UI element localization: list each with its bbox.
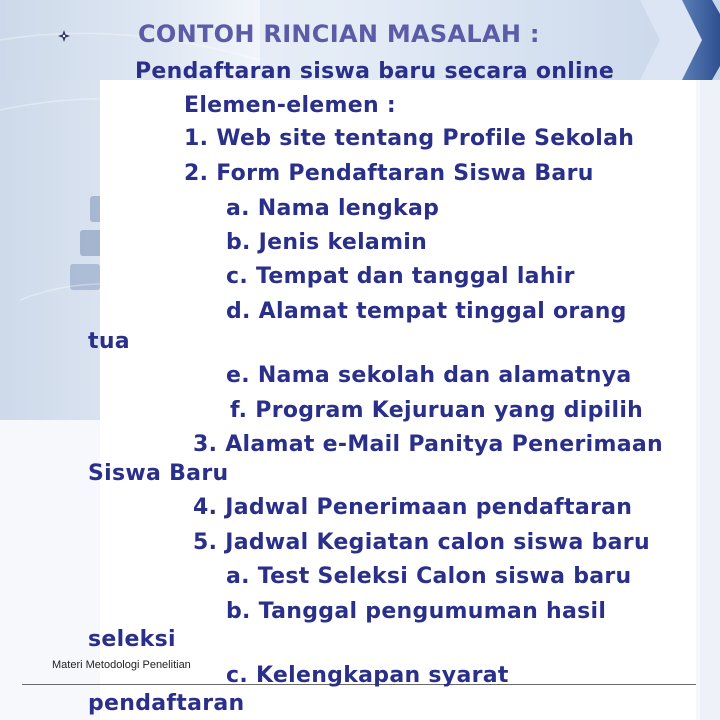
footer-text: Materi Metodologi Penelitian (52, 659, 191, 671)
line-item-2d: d. Alamat tempat tinggal orang (226, 299, 627, 324)
line-item-3-cont: Siswa Baru (88, 461, 229, 486)
line-item-5c-cont: pendaftaran (88, 691, 245, 716)
line-item-2b: b. Jenis kelamin (226, 230, 428, 255)
line-topic: Pendaftaran siswa baru secara online (135, 59, 615, 84)
diamond-bullet-icon (58, 30, 70, 42)
line-item-4: 4. Jadwal Penerimaan pendaftaran (193, 495, 633, 520)
line-item-2d-cont: tua (88, 329, 130, 354)
line-elements: Elemen-elemen : (184, 93, 396, 118)
line-item-2: 2. Form Pendaftaran Siswa Baru (184, 161, 594, 186)
line-item-2e: e. Nama sekolah dan alamatnya (226, 363, 632, 388)
line-item-5b: b. Tanggal pengumuman hasil (226, 599, 607, 624)
slide-title: CONTOH RINCIAN MASALAH : (138, 20, 540, 48)
line-item-3: 3. Alamat e-Mail Panitya Penerimaan (193, 432, 663, 457)
line-item-1: 1. Web site tentang Profile Sekolah (184, 126, 635, 151)
line-item-5b-cont: seleksi (88, 627, 176, 652)
line-item-2c: c. Tempat dan tanggal lahir (226, 264, 575, 289)
line-item-2f: f. Program Kejuruan yang dipilih (230, 398, 644, 423)
line-item-5: 5. Jadwal Kegiatan calon siswa baru (193, 530, 650, 555)
line-item-2a: a. Nama lengkap (226, 196, 440, 221)
line-item-5c: c. Kelengkapan syarat (226, 663, 509, 688)
line-item-5a: a. Test Seleksi Calon siswa baru (226, 564, 632, 589)
